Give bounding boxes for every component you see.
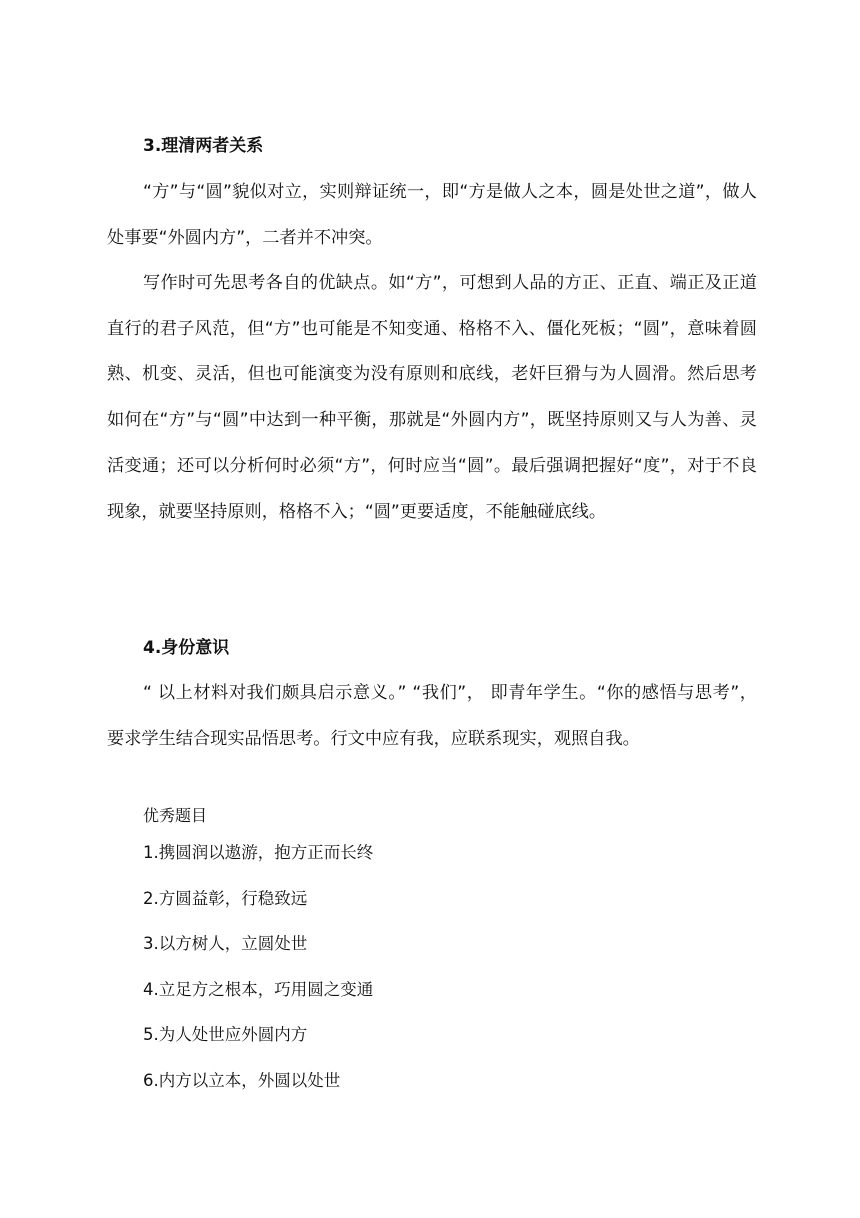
excellent-titles-label: 优秀题目 — [143, 806, 208, 825]
paragraph-writing-approach: 写作时可先思考各自的优缺点。如“方”，可想到人品的方正、正直、端正及正道直行的君子风范，但“方”也可能是不知变通、格格不入、僵化死板；“圆”，意味着圆熟、机变、灵活，但也可能演变为没有原则和底线，老奸巨猾与为人圆滑。然后思考如何在“方”与“圆”中达到一种平衡，那就是“外圆内方”，既坚持原则又与人为善、灵活变通；还可以分析何时必须“方”，何时应当“圆”。最后强调把握好“度”，对于不良现象，就要坚持原则，格格不入；“圆”更要适度，不能触碰底线。 — [107, 273, 757, 522]
list-item: 2.方圆益彰，行稳致远 — [143, 888, 308, 908]
list-item: 3.以方树人，立圆处世 — [143, 934, 308, 953]
section-heading-relationship: 3.理清两者关系 — [143, 136, 264, 156]
list-item: 1.携圆润以遨游，抱方正而长终 — [143, 843, 374, 862]
list-item: 4.立足方之根本，巧用圆之变通 — [143, 979, 374, 999]
list-item: 5.为人处世应外圆内方 — [143, 1025, 308, 1044]
paragraph-identity: “ 以上材料对我们颇具启示意义。” “我们”， 即青年学生。“你的感悟与思考”， 要求学生结合现实品悟思考。行文中应有我，应联系现实，观照自我。 — [107, 683, 757, 749]
paragraph-dialectic: “方”与“圆”貌似对立，实则辩证统一，即“方是做人之本，圆是处世之道”，做人处事要“外圆内方”，二者并不冲突。 — [107, 182, 757, 248]
excellent-titles-list — [143, 838, 373, 1111]
section-heading-identity: 4.身份意识 — [143, 638, 230, 658]
list-item: 6.内方以立本，外圆以处世 — [143, 1070, 341, 1090]
